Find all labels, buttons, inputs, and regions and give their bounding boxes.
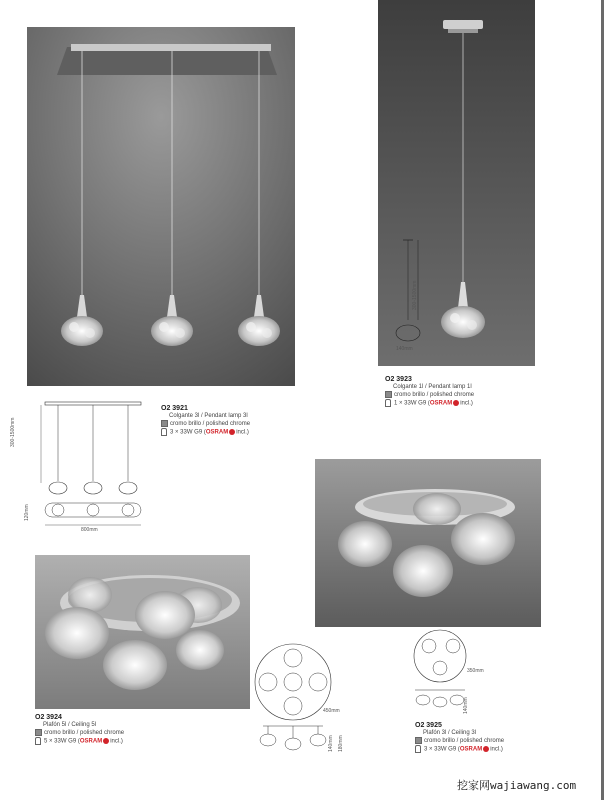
product-type: Plafón 5l / Ceiling 5l xyxy=(43,722,97,728)
product-finish: cromo brillo / polished chrome xyxy=(394,392,475,399)
osram-brand: OSRAM xyxy=(205,429,229,436)
product-code: O2 3923 xyxy=(385,376,412,383)
osram-logo-icon xyxy=(483,746,489,752)
dimension-height-1l: 300-1500mm xyxy=(412,280,418,310)
osram-logo-icon xyxy=(229,429,235,435)
lamp-incl: incl.) xyxy=(490,746,503,753)
product-type: Plafón 3l / Ceiling 3l xyxy=(423,730,477,736)
finish-swatch-icon xyxy=(161,420,168,427)
product-finish: cromo brillo / polished chrome xyxy=(44,730,125,737)
photo-pendant-3l xyxy=(27,27,295,386)
drawing-ceiling-3l xyxy=(405,628,485,718)
product-code: O2 3925 xyxy=(415,722,442,729)
dimension-width: 800mm xyxy=(81,527,98,533)
spec-o2-3921 xyxy=(161,405,250,437)
dimension-height2-5l: 140mm xyxy=(328,735,334,752)
product-finish: cromo brillo / polished chrome xyxy=(170,421,251,428)
dimension-diameter-3l: 350mm xyxy=(467,668,484,674)
dimension-width-1l: 140mm xyxy=(396,346,413,352)
dimension-height-5l: 180mm xyxy=(338,735,344,752)
bulb-icon xyxy=(385,399,391,407)
osram-logo-icon xyxy=(453,400,459,406)
finish-swatch-icon xyxy=(415,737,422,744)
dimension-diameter-5l: 450mm xyxy=(323,708,340,714)
osram-logo-icon xyxy=(103,738,109,744)
spec-o2-3925 xyxy=(415,722,504,754)
product-type: Colgante 1l / Pendant lamp 1l xyxy=(393,384,472,390)
drawing-pendant-3l xyxy=(10,397,148,537)
product-code: O2 3924 xyxy=(35,714,62,721)
lamp-spec: 3 × 33W G9 ( xyxy=(424,746,460,753)
photo-ceiling-3l xyxy=(315,459,541,627)
bulb-icon xyxy=(415,745,421,753)
dimension-height: 300-1500mm xyxy=(10,417,16,447)
lamp-incl: incl.) xyxy=(460,400,473,407)
bulb-icon xyxy=(161,428,167,436)
osram-brand: OSRAM xyxy=(459,746,483,753)
bulb-icon xyxy=(35,737,41,745)
product-type: Colgante 3l / Pendant lamp 3l xyxy=(169,413,248,419)
product-finish: cromo brillo / polished chrome xyxy=(424,738,505,745)
photo-ceiling-5l xyxy=(35,555,250,709)
finish-swatch-icon xyxy=(385,391,392,398)
lamp-spec: 3 × 33W G9 ( xyxy=(170,429,206,436)
finish-swatch-icon xyxy=(35,729,42,736)
lamp-spec: 5 × 33W G9 ( xyxy=(44,738,80,745)
spec-o2-3924 xyxy=(35,714,124,746)
spec-o2-3923 xyxy=(385,376,474,408)
lamp-incl: incl.) xyxy=(110,738,123,745)
lamp-spec: 1 × 33W G9 ( xyxy=(394,400,430,407)
dimension-base: 120mm xyxy=(24,504,30,521)
osram-brand: OSRAM xyxy=(79,738,103,745)
footer-watermark: 挖家网wajiawang.com xyxy=(457,779,577,792)
lamp-incl: incl.) xyxy=(236,429,249,436)
osram-brand: OSRAM xyxy=(429,400,453,407)
photo-pendant-1l xyxy=(378,0,535,366)
drawing-ceiling-5l xyxy=(250,640,360,755)
product-code: O2 3921 xyxy=(161,405,188,412)
dimension-height-3l: 140mm xyxy=(463,697,469,714)
